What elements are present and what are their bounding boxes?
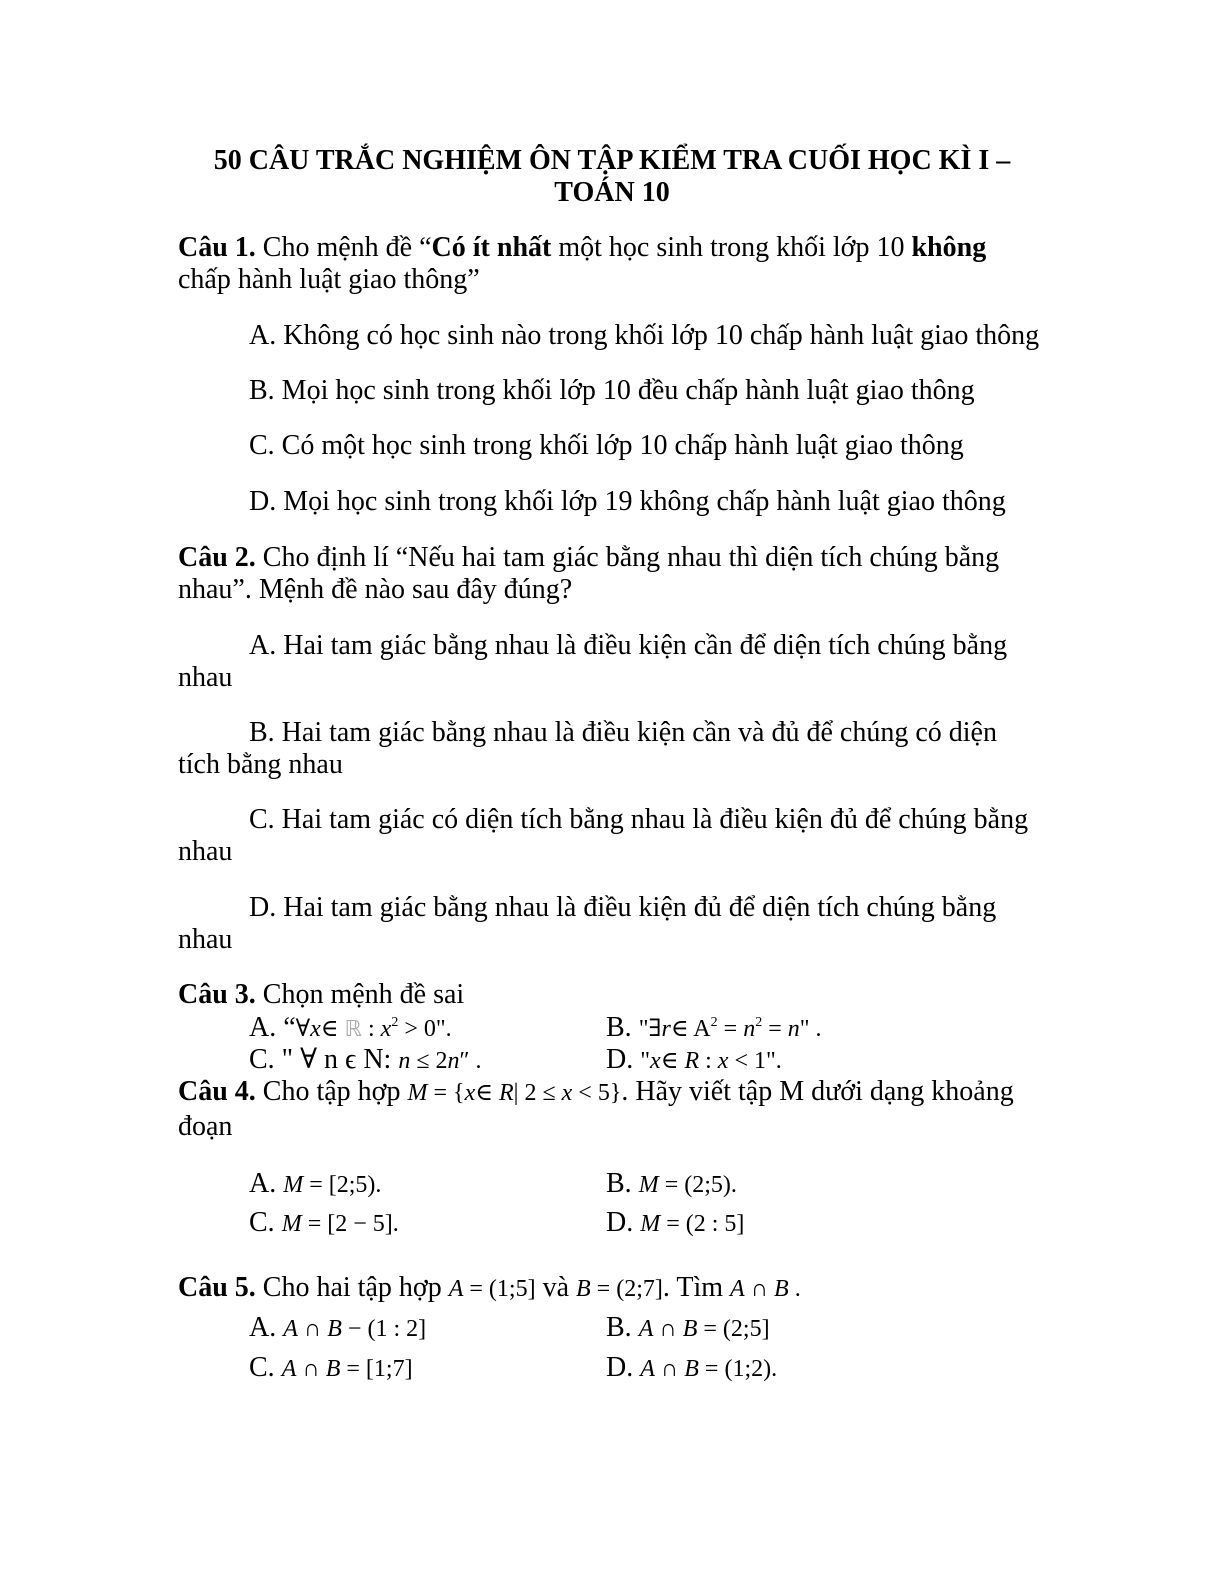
question-4-option-a: A. M = [2;5).	[249, 1168, 382, 1199]
question-5-label: Câu 5.	[178, 1272, 256, 1303]
question-1-option-a: A. Không có học sinh nào trong khối lớp 10 chấp hành luật giao thông	[249, 320, 1040, 351]
question-3-stem: Câu 3. Chọn mệnh đề sai	[178, 979, 465, 1010]
question-2-option-a-line-2: nhau	[178, 662, 233, 693]
question-4-option-d: D. M = (2 : 5]	[606, 1207, 745, 1238]
question-2-label: Câu 2.	[178, 542, 256, 573]
question-5-option-a: A. A ∩ B − (1 : 2]	[249, 1312, 427, 1343]
question-1-option-c: C. Có một học sinh trong khối lớp 10 chấp hành luật giao thông	[249, 430, 964, 461]
question-2-option-a: A. Hai tam giác bằng nhau là điều kiện cần để diện tích chúng bằng	[249, 630, 1008, 661]
question-2-option-d: D. Hai tam giác bằng nhau là điều kiện đủ để diện tích chúng bằng	[249, 892, 997, 923]
question-5-option-d: D. A ∩ B = (1;2).	[606, 1352, 778, 1383]
question-2-option-b-line-2: tích bằng nhau	[178, 749, 343, 780]
document-title-line-2: TOÁN 10	[554, 177, 670, 208]
question-4-stem: Câu 4. Cho tập hợp M = {x∈ R| 2 ≤ x < 5}. Hãy viết tập M dưới dạng khoảng	[178, 1076, 1014, 1107]
question-1-option-d: D. Mọi học sinh trong khối lớp 19 không chấp hành luật giao thông	[249, 486, 1006, 517]
question-1-option-b: B. Mọi học sinh trong khối lớp 10 đều chấp hành luật giao thông	[249, 375, 975, 406]
question-3-label: Câu 3.	[178, 979, 256, 1010]
question-2-stem-line-2: nhau”. Mệnh đề nào sau đây đúng?	[178, 574, 573, 605]
question-3-option-b: B. "∃r∈ $A^2 = n^2 = n$" .	[606, 1012, 822, 1043]
document-title-line-1: 50 CÂU TRẮC NGHIỆM ÔN TẬP KIỂM TRA CUỐI HỌC KÌ I –	[213, 145, 1011, 176]
question-3-option-d: D. "x∈ R : x < 1".	[606, 1044, 782, 1075]
question-4-label: Câu 4.	[178, 1076, 256, 1107]
question-1-label: Câu 1.	[178, 232, 256, 263]
question-1-stem: Câu 1. Cho mệnh đề “Có ít nhất một học sinh trong khối lớp 10 không	[178, 232, 987, 263]
question-5-option-c: C. A ∩ B = [1;7]	[249, 1352, 413, 1383]
question-2-stem: Câu 2. Cho định lí “Nếu hai tam giác bằng nhau thì diện tích chúng bằng	[178, 542, 1000, 573]
question-3-option-a: A. “∀x∈ ℝ : $x^2 > 0$".	[249, 1012, 452, 1043]
question-2-option-c-line-2: nhau	[178, 836, 233, 867]
question-5-option-b: B. A ∩ B = (2;5]	[606, 1312, 770, 1343]
question-4-option-c: C. M = [2 − 5].	[249, 1207, 399, 1238]
question-1-stem-line-2: chấp hành luật giao thông”	[178, 264, 480, 295]
question-4-stem-line-2: đoạn	[178, 1111, 233, 1142]
question-3-option-c: C. " ∀ n ϵ N: n ≤ 2n″ .	[249, 1044, 482, 1075]
question-2-option-c: C. Hai tam giác có diện tích bằng nhau là điều kiện đủ để chúng bằng	[249, 804, 1029, 835]
question-2-option-d-line-2: nhau	[178, 924, 233, 955]
question-4-option-b: B. M = (2;5).	[606, 1168, 737, 1199]
question-5-stem: Câu 5. Cho hai tập hợp A = (1;5] và B = (2;7]. Tìm A ∩ B .	[178, 1272, 801, 1303]
question-2-option-b: B. Hai tam giác bằng nhau là điều kiện cần và đủ để chúng có diện	[249, 717, 997, 748]
